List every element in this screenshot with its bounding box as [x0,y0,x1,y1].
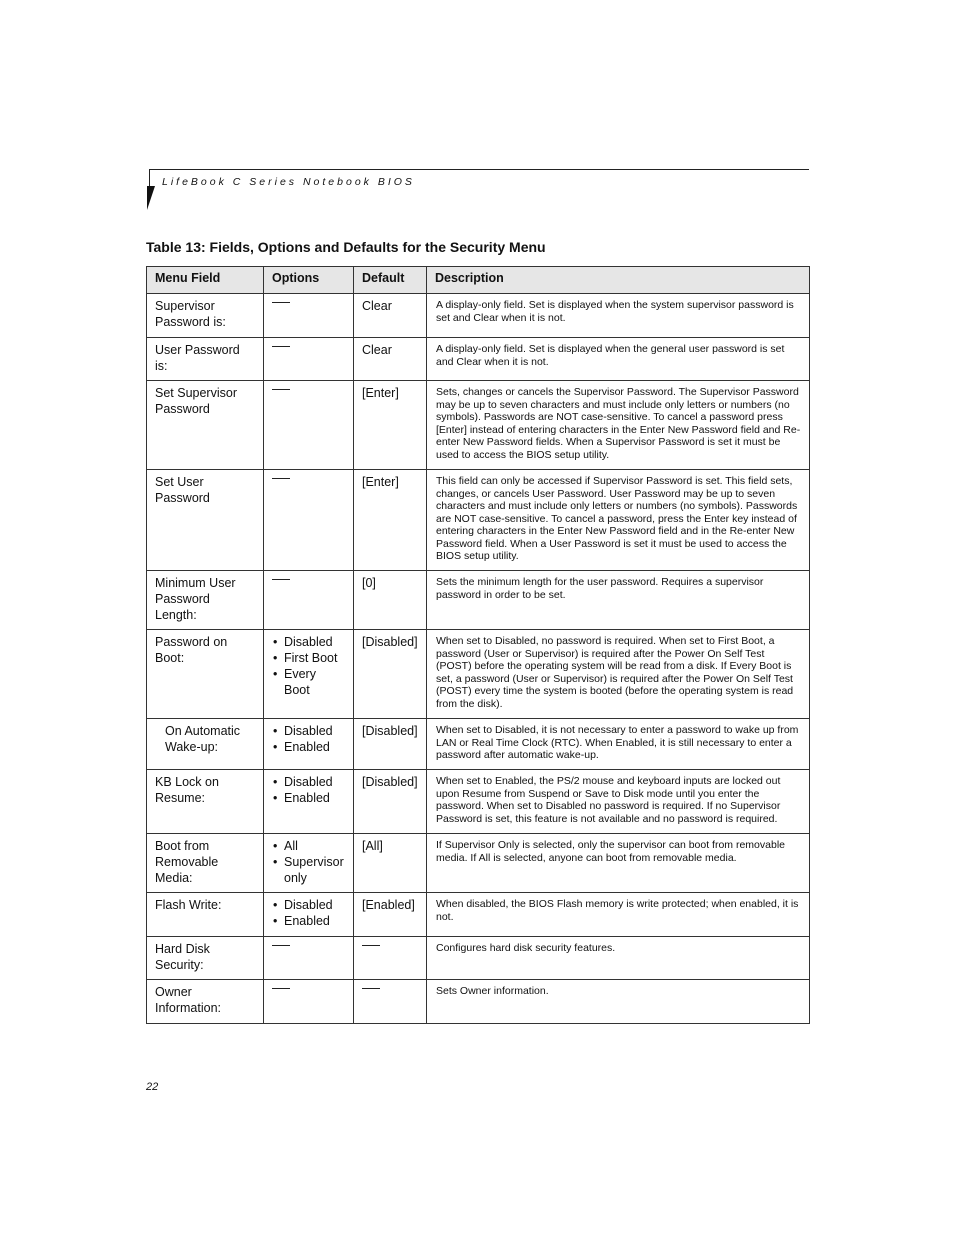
table-row [147,980,810,1024]
menu-field-cell [147,719,264,770]
menu-field-label: On Automatic Wake-up: [165,724,241,754]
default-value: [Disabled] [362,635,418,649]
description-cell: Sets Owner information. [427,980,810,1024]
running-head: LifeBook C Series Notebook BIOS [162,176,415,188]
default-value: [Disabled] [362,724,418,738]
page-number: 22 [146,1081,159,1093]
options-cell [264,630,354,719]
description-cell: Configures hard disk security features. [427,937,810,980]
default-value: Clear [362,343,392,357]
header-rule [149,169,809,170]
description-cell: Sets, changes or cancels the Supervisor Password. The Supervisor Password may be up to seven characters and must include only letters or numbers (no symbols). Passwords are NOT case-sensitive. To cancel a password press [Enter] instead of entering characters in the Enter New Password field and Re-enter New Password fields. When a Supervisor Password is set it must be used to access the BIOS setup utility. [427,381,810,470]
options-cell [264,571,354,630]
default-cell [354,834,427,893]
menu-field-label: User Password is: [155,343,240,373]
default-cell [354,294,427,338]
options-cell [264,980,354,1024]
menu-field-cell [147,470,264,571]
column-header-options: Options [264,267,354,294]
em-dash-placeholder [272,478,290,479]
options-cell [264,834,354,893]
options-list [272,838,345,886]
default-cell [354,719,427,770]
em-dash-placeholder [272,988,290,989]
options-cell [264,770,354,834]
default-cell [354,630,427,719]
description-cell: When set to Enabled, the PS/2 mouse and keyboard inputs are locked out upon Resume from Suspend or Save to Disk mode until you enter the password. When set to Disabled no password is required. If no Supervisor Password is set, this feature is not available and no password is required. [427,770,810,834]
menu-field-cell [147,893,264,937]
default-value: [All] [362,839,383,853]
column-header-description: Description [427,267,810,294]
option-item: • Enabled [272,913,345,929]
menu-field-cell [147,980,264,1024]
em-dash-placeholder [362,945,380,946]
em-dash-placeholder [272,579,290,580]
em-dash-placeholder [272,945,290,946]
default-value: Clear [362,299,392,313]
description-cell: A display-only field. Set is displayed when the general user password is set and Clear when it is not. [427,338,810,381]
default-value: [Enter] [362,386,399,400]
default-value: [Enabled] [362,898,415,912]
option-item: • Disabled [272,897,345,913]
description-cell: Sets the minimum length for the user password. Requires a supervisor password in order to be set. [427,571,810,630]
description-cell: A display-only field. Set is displayed when the system supervisor password is set and Clear when it is not. [427,294,810,338]
options-cell [264,338,354,381]
menu-field-label: Boot from Removable Media: [155,839,219,885]
default-cell [354,338,427,381]
table-row [147,338,810,381]
menu-field-cell [147,770,264,834]
menu-field-label: Supervisor Password is: [155,299,226,329]
option-item: • Disabled [272,634,345,650]
options-list [272,897,345,929]
menu-field-label: Owner Information: [155,985,222,1015]
description-cell: This field can only be accessed if Supervisor Password is set. This field sets, changes, or cancels User Password. User Password may be up to seven characters and must include only letters or numbers (no symbols). Passwords are NOT case-sensitive. To cancel a password, press the Enter key instead of entering characters in the Enter New Password field and in the Re-enter New Password field. When a User Password is set it must be used to access the BIOS setup utility. [427,470,810,571]
option-item: • Every Boot [272,666,345,698]
table-row [147,470,810,571]
option-item: • All [272,838,345,854]
table-row [147,294,810,338]
option-item: • Disabled [272,774,345,790]
menu-field-cell [147,630,264,719]
table-row [147,630,810,719]
table-row [147,893,810,937]
em-dash-placeholder [272,346,290,347]
default-value: [0] [362,576,376,590]
option-item: • First Boot [272,650,345,666]
em-dash-placeholder [362,988,380,989]
menu-field-cell [147,834,264,893]
em-dash-placeholder [272,302,290,303]
option-item: • Enabled [272,739,345,755]
description-cell: When disabled, the BIOS Flash memory is write protected; when enabled, it is not. [427,893,810,937]
menu-field-cell [147,338,264,381]
table-header-row [147,267,810,294]
options-cell [264,937,354,980]
description-cell: If Supervisor Only is selected, only the supervisor can boot from removable media. If All is selected, anyone can boot from removable media. [427,834,810,893]
table-row [147,937,810,980]
options-list [272,723,345,755]
menu-field-label: Password on Boot: [155,635,228,665]
table-title: Table 13: Fields, Options and Defaults for the Security Menu [146,239,546,255]
options-cell [264,381,354,470]
default-cell [354,381,427,470]
options-cell [264,893,354,937]
em-dash-placeholder [272,389,290,390]
description-cell: When set to Disabled, no password is required. When set to First Boot, a password (User or Supervisor) is required after the Power On Self Test (POST) before the operating system will be read from a disk. If Every Boot is set, a password (User or Supervisor) is required after the Power On Self Test (POST) every time the system is booted (before the operating system is read from the disk). [427,630,810,719]
menu-field-label: Hard Disk Security: [155,942,210,972]
default-cell [354,470,427,571]
menu-field-cell [147,937,264,980]
default-cell [354,770,427,834]
header-wedge-mark [147,186,155,210]
menu-field-cell [147,571,264,630]
menu-field-label: Set User Password [155,475,210,505]
column-header-default: Default [354,267,427,294]
menu-field-cell [147,294,264,338]
options-list [272,774,345,806]
column-header-menu-field: Menu Field [147,267,264,294]
default-cell [354,980,427,1024]
menu-field-label: Set Supervisor Password [155,386,237,416]
default-cell [354,937,427,980]
description-cell: When set to Disabled, it is not necessary to enter a password to wake up from LAN or Real Time Clock (RTC). When Enabled, it is still necessary to enter a password after automatic wake-up. [427,719,810,770]
options-list [272,634,345,698]
table-row [147,770,810,834]
menu-field-label: Flash Write: [155,898,222,912]
table-row [147,719,810,770]
options-cell [264,470,354,571]
option-item: • Disabled [272,723,345,739]
table-body [147,294,810,1024]
menu-field-cell [147,381,264,470]
table-row [147,381,810,470]
menu-field-label: Minimum User Password Length: [155,576,236,622]
option-item: • Supervisor only [272,854,345,886]
default-value: [Enter] [362,475,399,489]
options-cell [264,719,354,770]
table-row [147,571,810,630]
security-menu-table [146,266,810,1024]
default-cell [354,893,427,937]
option-item: • Enabled [272,790,345,806]
default-value: [Disabled] [362,775,418,789]
table-row [147,834,810,893]
default-cell [354,571,427,630]
options-cell [264,294,354,338]
menu-field-label: KB Lock on Resume: [155,775,219,805]
